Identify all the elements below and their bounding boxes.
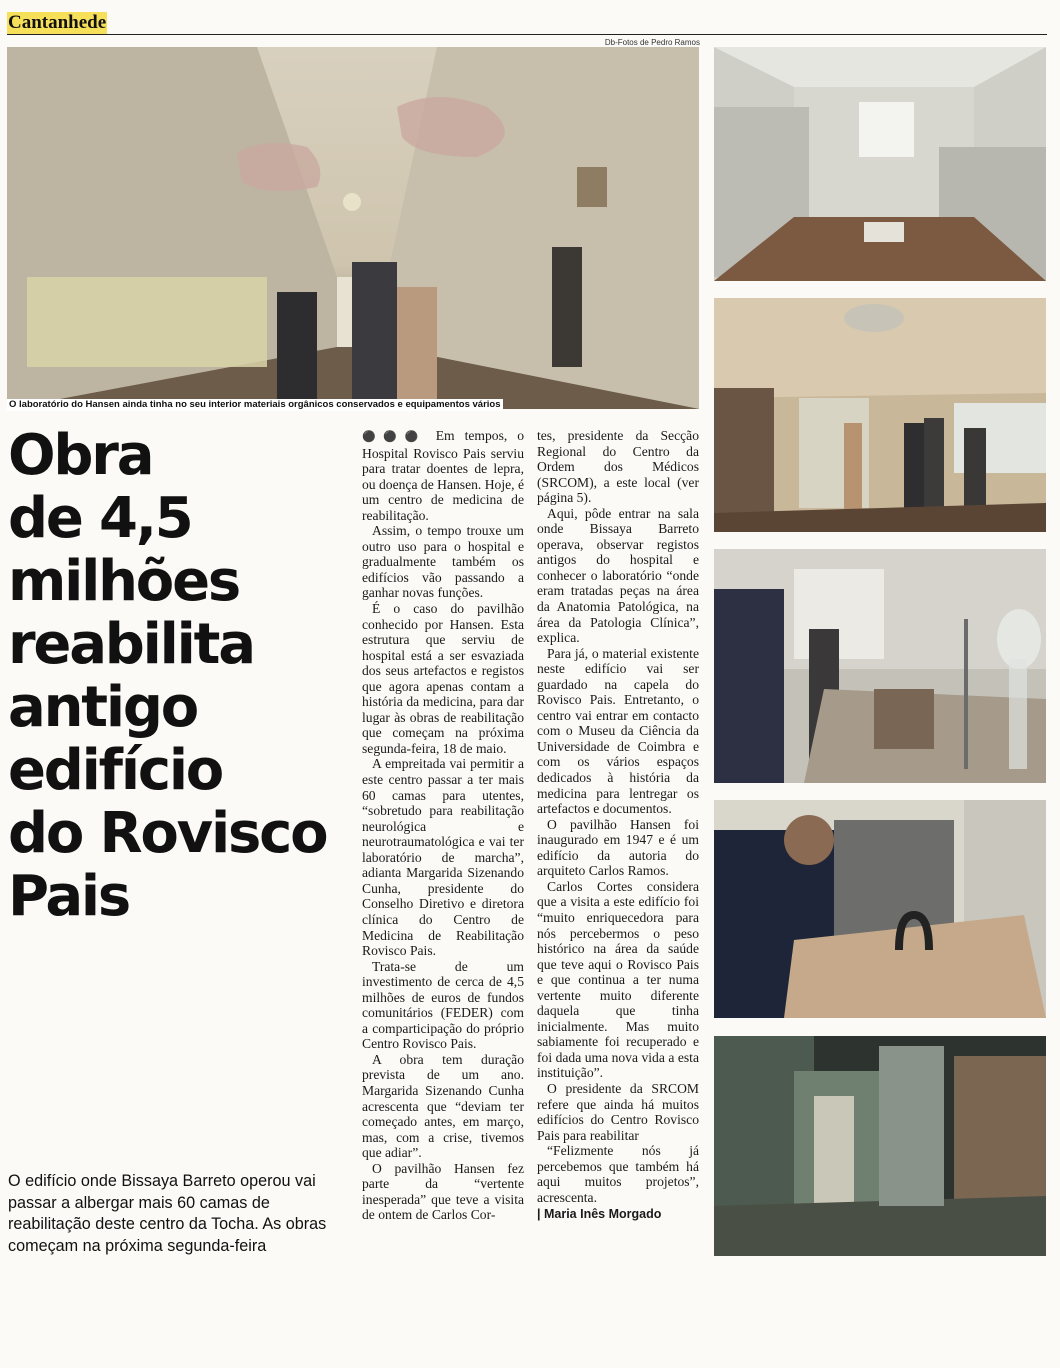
headline-line: antigo — [8, 675, 197, 740]
article-paragraph: O pavilhão Hansen foi inaugurado em 1947 e é um edifício da autoria do arquiteto Carlos Ramos. — [537, 816, 699, 879]
bullet-dots: ⚫⚫⚫ — [362, 431, 426, 443]
lead-paragraph: O edifício onde Bissaya Barreto operou vai passar a albergar mais 60 camas de reabilitação deste centro da Tocha. As obras começam na próxima segunda-feira — [8, 1172, 327, 1255]
article-paragraph: É o caso do pavilhão conhecido por Hansen. Esta estrutura que serviu de hospital está a ser esvaziada dos seus artefactos e registos que agora apenas contam a história da medicina, para dar lugar às obras de reabilitação que começam na próxima segunda-feira, 18 de maio. — [362, 601, 524, 756]
article-paragraph: tes, presidente da Secção Regional do Centro da Ordem dos Médicos (SRCOM), a este local (ver página 5). — [537, 428, 699, 506]
headline-line: de 4,5 — [8, 486, 192, 551]
corridor-photo — [714, 1036, 1046, 1256]
photo-credit: Db-Fotos de Pedro Ramos — [604, 38, 700, 47]
byline: | Maria Inês Morgado — [537, 1207, 662, 1222]
headline-line: do Rovisco — [8, 801, 327, 866]
operating-table-photo — [714, 800, 1046, 1018]
header-rule — [7, 34, 1047, 35]
headline-line: edifício — [8, 738, 223, 803]
headline-line: milhões — [8, 549, 239, 614]
main-photo-caption: O laboratório do Hansen ainda tinha no seu interior materiais orgânicos conservados e equipamentos vários — [9, 399, 501, 410]
article-column-2 — [537, 428, 699, 1221]
article-column-1 — [362, 428, 524, 1223]
article-paragraph: Aqui, pôde entrar na sala onde Bissaya Barreto operava, observar registos antigos do hospital e conhecer o laboratório “onde eram tratadas peças na área da Anatomia Patológica, na área da Patologia Clínica”, explica. — [537, 505, 699, 646]
article-paragraph: O pavilhão Hansen fez parte da “vertente inesperada” que teve a visita de ontem de Carlos Cor- — [362, 1160, 524, 1223]
article-paragraph: Carlos Cortes considera que a visita a este edifício foi “muito enriquecedora para nós percebermos o peso histórico na área da saúde que teve aqui o Rovisco Pais e que continua a ter numa vertente muito diferente daquela que tinha inicialmente. Mas muito sabiamente foi recuperado e foi dada uma nova vida a esta instituição”. — [537, 878, 699, 1081]
article-paragraph: Assim, o tempo trouxe um outro uso para o hospital e gradualmente também os edifícios vão passando a ganhar novas funções. — [362, 523, 524, 601]
article-paragraph: Trata-se de um investimento de cerca de 4,5 milhões de euros de fundos comunitários (FEDER) com a comparticipação do próprio Centro Rovisco Pais. — [362, 958, 524, 1052]
laboratory-glassware-photo — [714, 549, 1046, 783]
article-paragraph-text: Em tempos, o Hospital Rovisco Pais serviu para tratar doentes de lepra, ou doença de Hansen. Hoje, é um centro de medicina de reabilitação. — [362, 428, 525, 523]
article-paragraph: O presidente da SRCOM refere que ainda há muitos edifícios do Centro Rovisco Pais para reabilitar — [537, 1080, 699, 1143]
visit-room-photo — [714, 298, 1046, 532]
headline-line: Obra — [8, 423, 153, 488]
running-header-strip — [0, 0, 1060, 8]
section-tag: Cantanhede — [8, 12, 107, 33]
main-photo — [7, 47, 699, 409]
lab-room-photo — [714, 47, 1046, 281]
article-paragraph: “Felizmente nós já percebemos que também há aqui muitos projetos”, acrescenta. — [537, 1143, 699, 1205]
article-paragraph — [362, 428, 524, 523]
article-paragraph: Para já, o material existente neste edifício vai ser guardado na capela do Rovisco Pais. Entretanto, o centro vai entrar em contacto com o Museu da Ciência da Universidade de Coimbra e com os vários espaços dedicados à história da medicina para lentregar os artefactos e documentos. — [537, 645, 699, 817]
article-paragraph: A obra tem duração prevista de um ano. Margarida Sizenando Cunha acrescenta que “deviam ter começado antes, em março, mas, com a crise, tivemos que adiar”. — [362, 1051, 524, 1161]
headline — [8, 424, 353, 928]
headline-line: reabilita — [8, 612, 254, 677]
headline-line: Pais — [8, 864, 130, 929]
article-paragraph: A empreitada vai permitir a este centro passar a ter mais 60 camas para utentes, “sobretudo para reabilitação neurológica e neurotraumatológica e vai ter laboratório de marcha”, adianta Margarida Sizenando Cunha, presidente do Conselho Diretivo e diretora clínica do Centro de Medicina de Reabilitação Rovisco Pais. — [362, 756, 524, 959]
